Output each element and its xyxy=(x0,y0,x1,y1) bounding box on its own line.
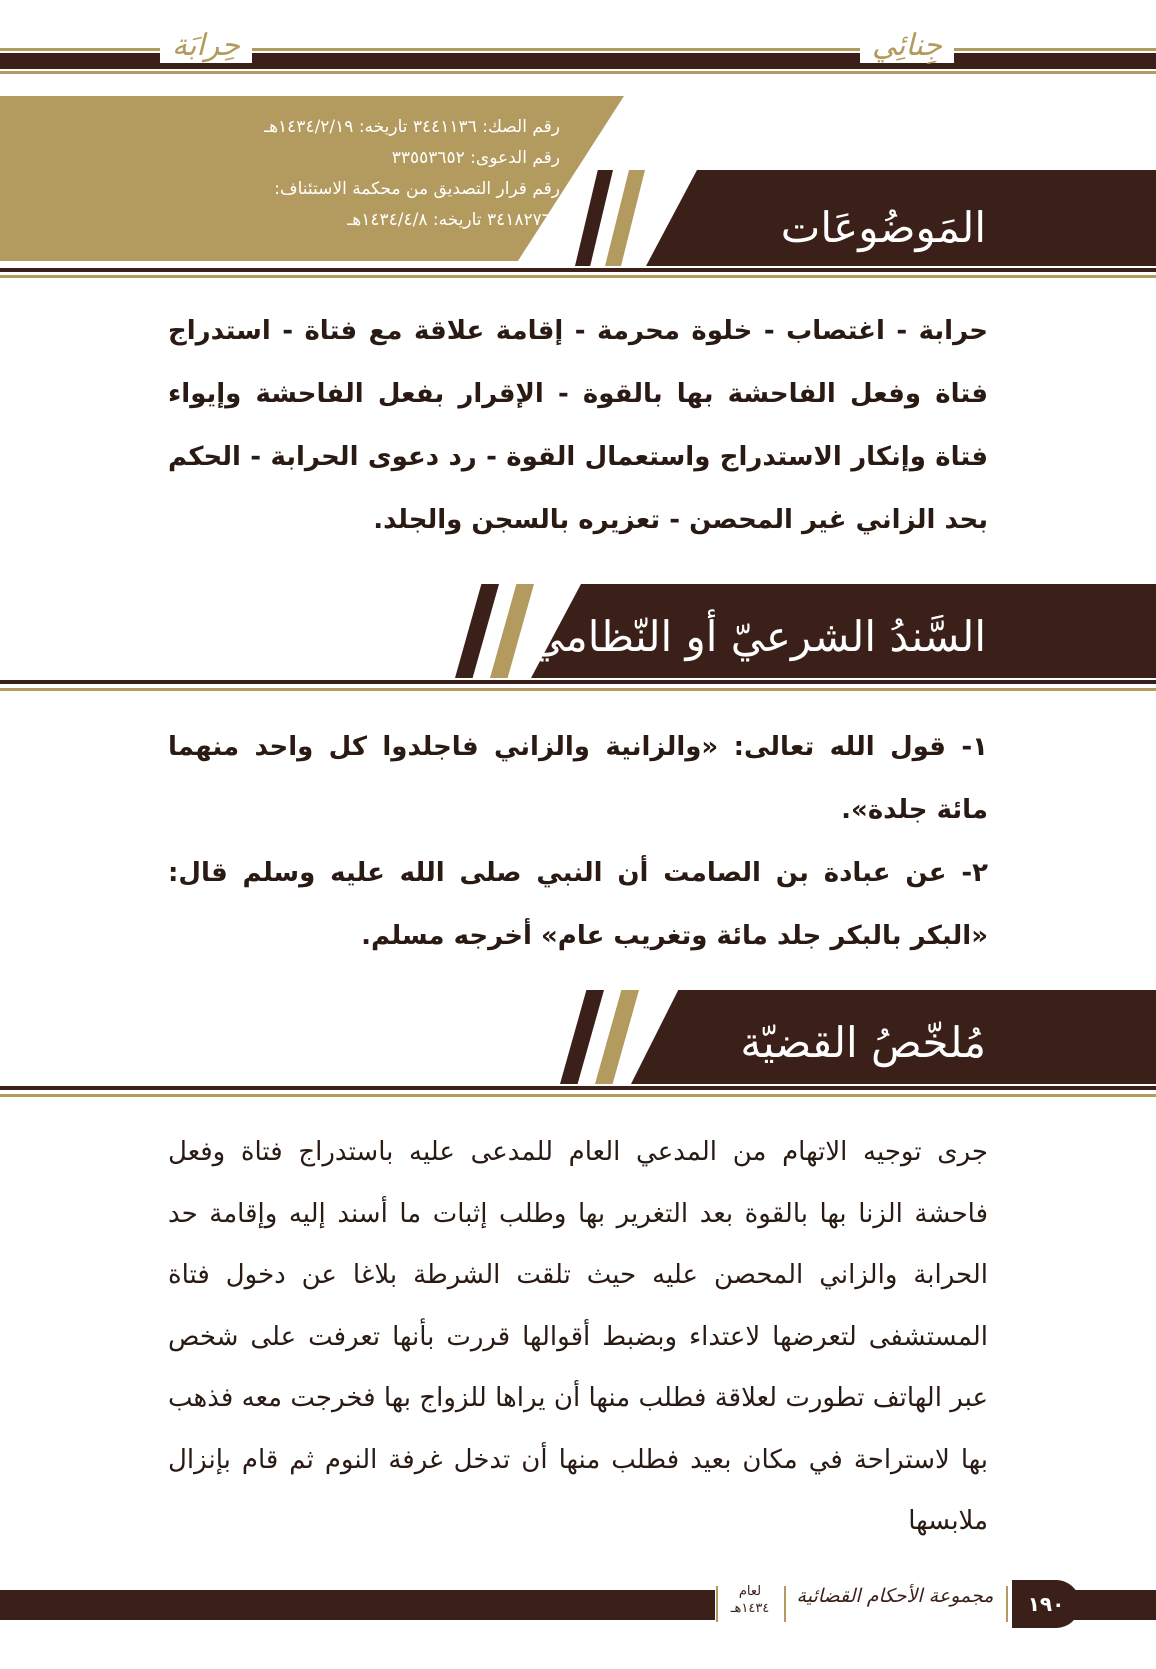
topics-heading-underline xyxy=(0,268,1156,272)
header-left-label: حِرابَة xyxy=(160,28,252,63)
legal-heading-stripe-dark xyxy=(455,584,499,678)
summary-heading-stripe xyxy=(595,990,639,1084)
legal-heading-gold-underline xyxy=(0,688,1156,691)
footer-year xyxy=(720,1583,780,1617)
summary-title: مُلخّصُ القضيّة xyxy=(740,1018,986,1067)
footer-divider-right xyxy=(1006,1586,1008,1622)
topics-heading-stripe-dark xyxy=(575,170,613,266)
topics-title: المَوضُوعَات xyxy=(780,203,986,252)
legal-heading-underline xyxy=(0,680,1156,684)
case-info-line4: ٣٤١٨٢٧٦٢ تاريخه: ١٤٣٤/٤/٨هـ xyxy=(347,210,560,230)
summary-text: جرى توجيه الاتهام من المدعي العام للمدعى عليه باستدراج فتاة وفعل فاحشة الزنا بها بالقوة بعد التغرير بها وطلب إثبات ما أسند إليه وإقامة حد الحرابة والزاني المحصن عليه حيث تلقت الشرطة بلاغا عن دخول فتاة المستشفى لتعرضها لاعتداء وبضبط أقوالها قررت بأنها تعرفت على شخص عبر الهاتف تطورت لعلاقة فطلب منها أن يراها للزواج بها فخرجت معه فذهب بها لاستراحة في مكان بعيد فطلب منها أن تدخل غرفة النوم ثم قام بإنزال ملابسها xyxy=(168,1137,988,1536)
case-info-text xyxy=(0,112,560,236)
footer-series-title: مجموعة الأحكام القضائية xyxy=(796,1585,994,1607)
case-info-line3: رقم قرار التصديق من محكمة الاستئناف: xyxy=(274,179,560,199)
case-info-line1: رقم الصك: ٣٤٤١١٣٦ تاريخه: ١٤٣٤/٢/١٩هـ xyxy=(264,117,560,137)
page-footer xyxy=(0,1578,1156,1630)
footer-divider-mid xyxy=(784,1586,786,1622)
legal-item-2: ٢- عن عبادة بن الصامت أن النبي صلى الله عليه وسلم قال: «البكر بالبكر جلد مائة وتغريب عام» أخرجه مسلم. xyxy=(168,858,988,951)
summary-heading-underline xyxy=(0,1086,1156,1090)
legal-items xyxy=(168,716,988,968)
topics-text: حرابة - اغتصاب - خلوة محرمة - إقامة علاقة مع فتاة - استدراج فتاة وفعل الفاحشة بها بالقوة - الإقرار بفعل الفاحشة وإيواء فتاة وإنكار الاستدراج واستعمال القوة - رد دعوى الحرابة - الحكم بحد الزاني غير المحصن - تعزيره بالسجن والجلد. xyxy=(168,316,988,535)
topics-heading-stripe xyxy=(605,170,645,266)
header-right-label: جِنائِي xyxy=(860,28,954,63)
page-number: ١٩٠ xyxy=(1012,1580,1080,1628)
footer-year-label: لعام xyxy=(738,1584,762,1599)
footer-divider-left xyxy=(716,1586,718,1622)
summary-heading-stripe-dark xyxy=(560,990,604,1084)
topics-heading-gold-underline xyxy=(0,275,1156,278)
header-gold-line-bottom xyxy=(0,71,1156,74)
legal-item-1: ١- قول الله تعالى: «والزانية والزاني فاجلدوا كل واحد منهما مائة جلدة». xyxy=(168,732,988,825)
legal-heading-stripe xyxy=(490,584,534,678)
case-info-line2: رقم الدعوى: ٣٣٥٥٣٦٥٢ xyxy=(391,148,560,168)
legal-title: السَّندُ الشرعيّ أو النّظاميّ xyxy=(530,612,986,661)
footer-year-value: ١٤٣٤هـ xyxy=(730,1601,770,1616)
summary-heading-gold-underline xyxy=(0,1094,1156,1097)
